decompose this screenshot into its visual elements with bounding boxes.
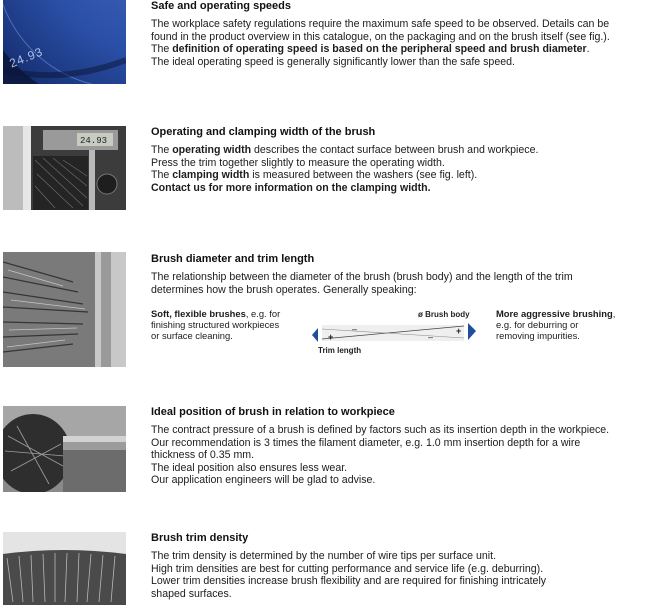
paragraph-line: The workplace safety regulations require the maximum safe speed to be observed. Details can be xyxy=(151,18,610,30)
wire-wheel-image xyxy=(3,252,126,367)
section-title: Brush trim density xyxy=(151,532,249,544)
paragraph-line: Lower trim densities increase brush flexibility and are required for finishing intricately xyxy=(151,575,547,588)
paragraph-line: thickness of 0.35 mm. xyxy=(151,449,255,462)
paragraph-line: The ideal operating speed is generally significantly lower than the safe speed. xyxy=(151,55,515,68)
paragraph-line: shaped surfaces. xyxy=(151,587,232,600)
paragraph-line: Press the trim together slightly to measure the operating width. xyxy=(151,156,445,169)
plus-sign: + xyxy=(328,332,334,342)
brush-on-workpiece-image xyxy=(3,406,126,492)
section-diameter-trim xyxy=(0,250,650,370)
caliper-readout: 24.93 xyxy=(80,136,108,146)
section-title: Ideal position of brush in relation to workpiece xyxy=(151,406,395,418)
paragraph-line: The clamping width is measured between the washers (see fig. left). xyxy=(151,169,478,182)
paragraph-line: The definition of operating speed is based on the peripheral speed and brush diameter. xyxy=(151,43,590,56)
section-safe-speeds xyxy=(0,0,650,90)
paragraph-line: The relationship between the diameter of the brush (brush body) and the length of the trim xyxy=(151,271,573,283)
paragraph-line: High trim densities are best for cutting performance and service life (e.g. deburring). xyxy=(151,562,544,575)
aggressive-brushing-note: More aggressive brushing, e.g. for deburring or removing impurities. xyxy=(496,308,616,341)
minus-sign: – xyxy=(428,332,434,342)
paragraph-line: found in the product overview in this catalogue, on the packaging and on the brush itself (see fig.). xyxy=(151,30,610,43)
section-trim-density xyxy=(0,530,650,605)
section-title: Brush diameter and trim length xyxy=(151,253,315,265)
brush-trim-diagram xyxy=(310,306,480,356)
plus-sign: + xyxy=(456,326,462,336)
section-title: Safe and operating speeds xyxy=(151,0,291,12)
section-title: Operating and clamping width of the brush xyxy=(151,126,376,138)
trim-density-image xyxy=(3,532,126,605)
paragraph-line: Our recommendation is 3 times the filament diameter, e.g. 1.0 mm insertion depth for a wire xyxy=(151,436,581,449)
rpm-marking: 24.93 xyxy=(7,44,46,71)
paragraph-line: The ideal position also ensures less wear. xyxy=(151,461,348,474)
section-brush-position xyxy=(0,404,650,496)
minus-sign: – xyxy=(352,324,358,334)
paragraph-line: determines how the brush operates. Generally speaking: xyxy=(151,283,417,296)
section-operating-width xyxy=(0,124,650,214)
caliper-measurement-image xyxy=(3,126,126,210)
diagram-trim-label: Trim length xyxy=(318,346,362,355)
paragraph-line: Our application engineers will be glad to advise. xyxy=(151,474,376,487)
diagram-body-label: ø Brush body xyxy=(418,310,470,319)
paragraph-line: The contract pressure of a brush is defined by factors such as its insertion depth in the workpiece. xyxy=(151,424,610,436)
soft-brushes-note: Soft, flexible brushes, e.g. for finishing structured workpieces or surface cleaning. xyxy=(151,308,281,341)
paragraph-line: The operating width describes the contact surface between brush and workpiece. xyxy=(151,144,539,156)
paragraph-line: Contact us for more information on the clamping width. xyxy=(151,181,431,194)
brush-label-image xyxy=(3,0,126,84)
paragraph-line: The trim density is determined by the number of wire tips per surface unit. xyxy=(151,550,497,562)
